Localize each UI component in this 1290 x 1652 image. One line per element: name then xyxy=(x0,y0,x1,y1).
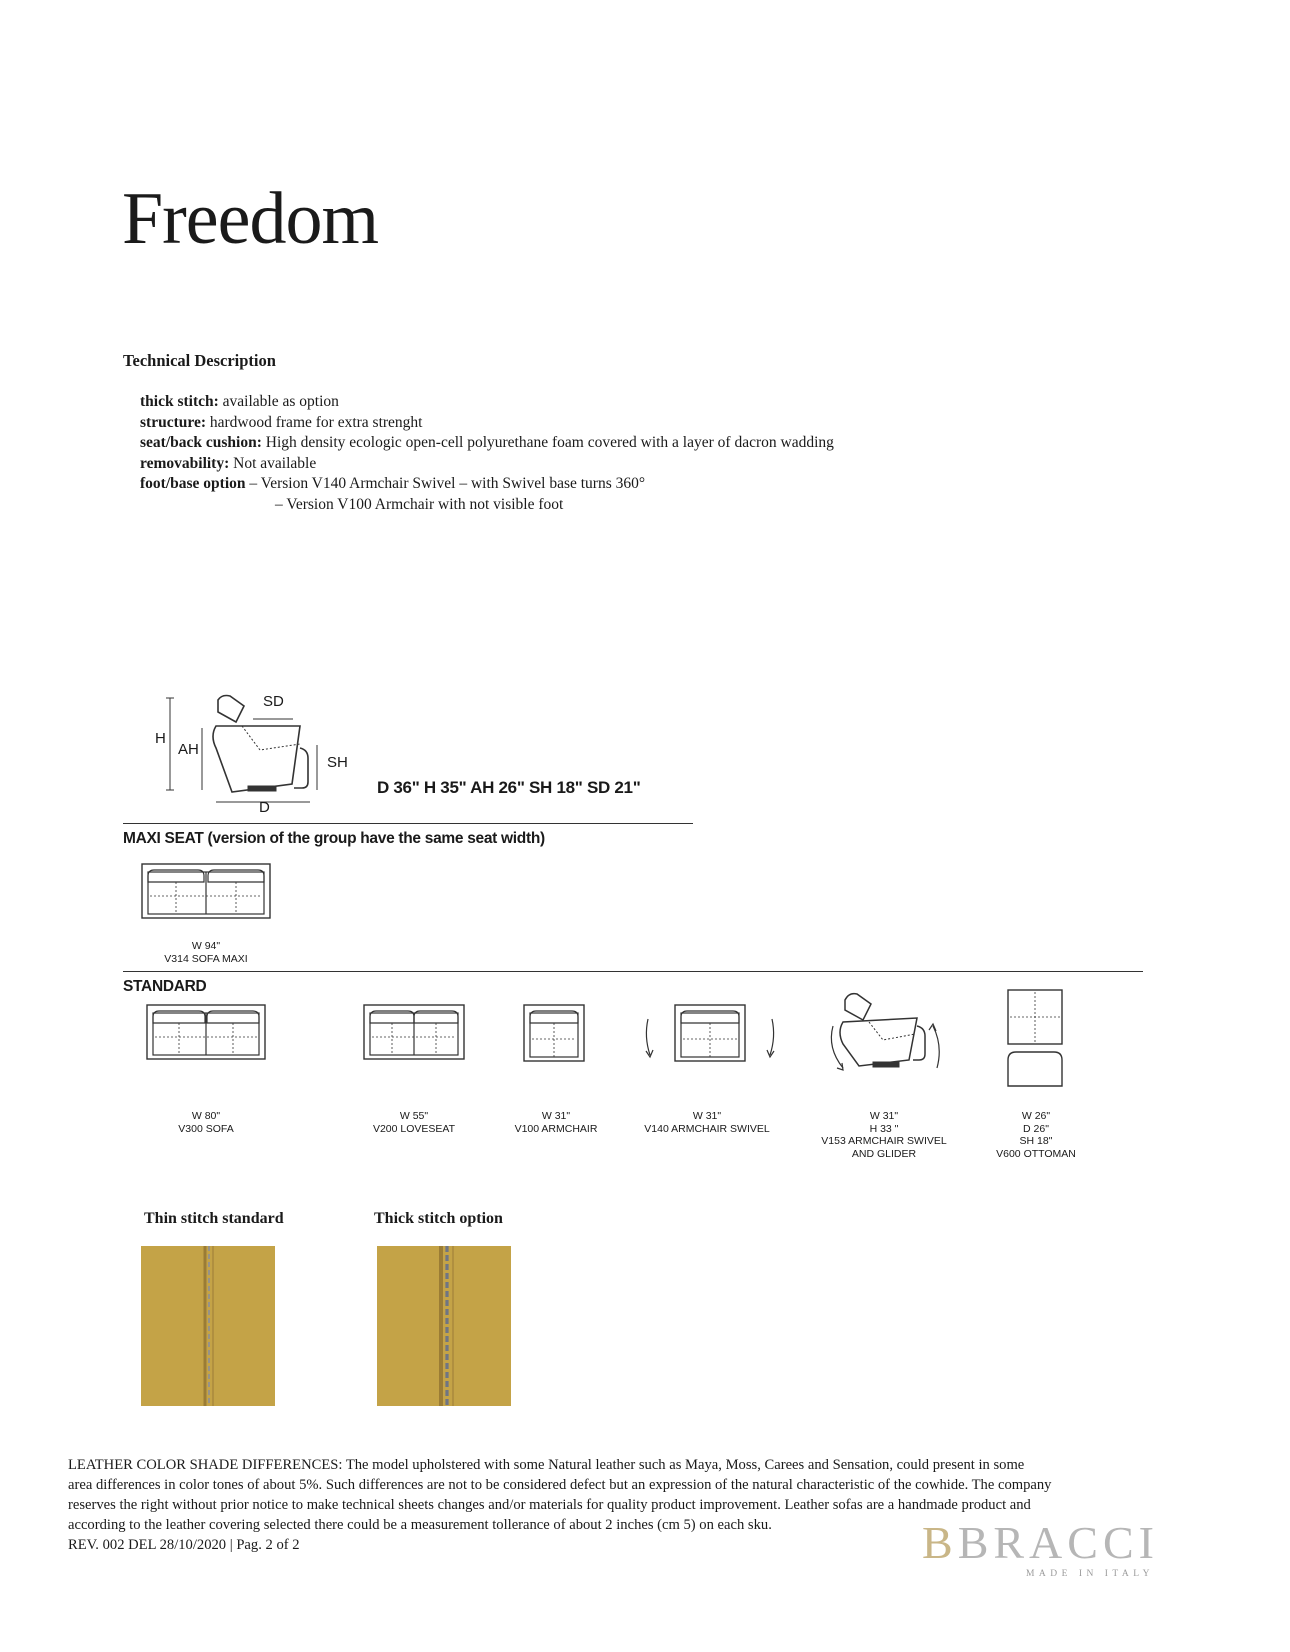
caption-line: D 26" xyxy=(1023,1122,1049,1135)
spec-row-structure xyxy=(140,413,423,434)
caption-line: W 80" xyxy=(191,1110,221,1122)
spec-text: – Version V100 Armchair with not visible foot xyxy=(275,495,564,513)
diagram-label-ah: AH xyxy=(178,741,199,758)
v140-caption xyxy=(612,1110,802,1135)
thin-stitch-label: Thin stitch standard xyxy=(144,1210,284,1227)
caption-line: V140 ARMCHAIR SWIVEL xyxy=(644,1122,770,1135)
diagram-label-sh: SH xyxy=(327,754,348,771)
caption-line: V100 ARMCHAIR xyxy=(514,1122,598,1135)
spec-row-cushion xyxy=(140,433,834,454)
caption-line: AND GLIDER xyxy=(851,1147,917,1160)
thick-stitch-label: Thick stitch option xyxy=(374,1210,503,1227)
caption-line: V300 SOFA xyxy=(178,1122,234,1135)
caption-line: V200 LOVESEAT xyxy=(372,1122,456,1135)
footer-line: according to the leather covering selected there could be a measurement tollerance of about 2 inches (cm 5) on each sku. xyxy=(68,1517,772,1533)
caption-line: W 94" xyxy=(191,940,221,952)
maxi-sofa-caption xyxy=(111,940,301,965)
diagram-label-sd: SD xyxy=(263,693,284,710)
sofa-maxi-drawing xyxy=(140,862,272,920)
standard-heading: STANDARD xyxy=(123,978,207,995)
spec-label: seat/back cushion: xyxy=(140,434,262,451)
technical-description-heading: Technical Description xyxy=(123,351,276,370)
diagram-label-h: H xyxy=(155,730,166,747)
v100-armchair-drawing xyxy=(522,1003,586,1063)
spec-text: Not available xyxy=(229,454,317,472)
spec-row-thick-stitch xyxy=(140,392,339,413)
v600-caption xyxy=(941,1110,1131,1160)
caption-line: SH 18" xyxy=(1019,1135,1053,1147)
logo-name: BRACCI xyxy=(957,1517,1159,1568)
spec-row-foot-base-2 xyxy=(275,495,563,516)
caption-line: H 33 " xyxy=(869,1122,899,1135)
logo-tagline: MADE IN ITALY xyxy=(1025,1569,1155,1579)
logo-wordmark xyxy=(922,1517,1198,1568)
footer-line: LEATHER COLOR SHADE DIFFERENCES: The model upholstered with some Natural leather such as Maya, Moss, Carees and Sensation, could present in some xyxy=(68,1457,1025,1473)
maxi-seat-heading: MAXI SEAT (version of the group have the same seat width) xyxy=(123,830,545,847)
spec-label: removability: xyxy=(140,454,230,472)
v200-loveseat-drawing xyxy=(362,1003,466,1061)
thin-stitch-image xyxy=(141,1246,275,1406)
armchair-dimensions: D 36" H 35" AH 26" SH 18" SD 21" xyxy=(377,778,641,797)
spec-row-foot-base xyxy=(140,474,645,495)
caption-line: V600 OTTOMAN xyxy=(996,1147,1076,1160)
caption-line: W 26" xyxy=(1021,1110,1051,1122)
page-title: Freedom xyxy=(122,178,379,260)
section-divider xyxy=(123,971,1143,972)
spec-label: thick stitch: xyxy=(140,393,219,410)
section-divider xyxy=(123,823,693,824)
bracci-logo xyxy=(922,1517,1198,1590)
caption-line: W 31" xyxy=(692,1110,722,1122)
caption-line: V153 ARMCHAIR SWIVEL xyxy=(821,1135,947,1147)
footer-line: reserves the right without prior notice to make technical sheets changes and/or materials for quality product improvement. Leather sofas are a handmade product and xyxy=(68,1497,1031,1513)
footer-line: area differences in color tones of about 5%. Such differences are not to be considered defect but an expression of the natural characteristic of the cowhide. The company xyxy=(68,1477,1052,1493)
spec-text: hardwood frame for extra strenght xyxy=(206,413,423,431)
v300-caption xyxy=(111,1110,301,1135)
thin-stitch-swatch xyxy=(141,1246,275,1406)
spec-text: High density ecologic open-cell polyurethane foam covered with a layer of dacron wadding xyxy=(261,434,834,451)
logo-mark: B xyxy=(922,1517,958,1568)
spec-text: available as option xyxy=(218,393,339,410)
caption-line: W 31" xyxy=(869,1110,899,1122)
spec-label: foot/base option xyxy=(140,475,246,492)
footer-revision: REV. 002 DEL 28/10/2020 | Pag. 2 of 2 xyxy=(68,1537,300,1553)
caption-line: W 55" xyxy=(399,1110,429,1122)
spec-label: structure: xyxy=(140,413,206,431)
caption-line: W 31" xyxy=(541,1110,571,1122)
spec-text: – Version V140 Armchair Swivel – with Swivel base turns 360° xyxy=(245,475,646,492)
v300-sofa-drawing xyxy=(145,1003,267,1061)
thick-stitch-image xyxy=(377,1246,511,1406)
v140-armchair-swivel-drawing xyxy=(640,1003,780,1067)
thick-stitch-swatch xyxy=(377,1246,511,1406)
caption-line: V314 SOFA MAXI xyxy=(164,952,248,965)
diagram-label-d: D xyxy=(259,799,270,816)
spec-row-removability xyxy=(140,454,316,475)
v600-ottoman-drawing xyxy=(1005,988,1067,1090)
v153-armchair-glider-drawing xyxy=(825,990,943,1076)
